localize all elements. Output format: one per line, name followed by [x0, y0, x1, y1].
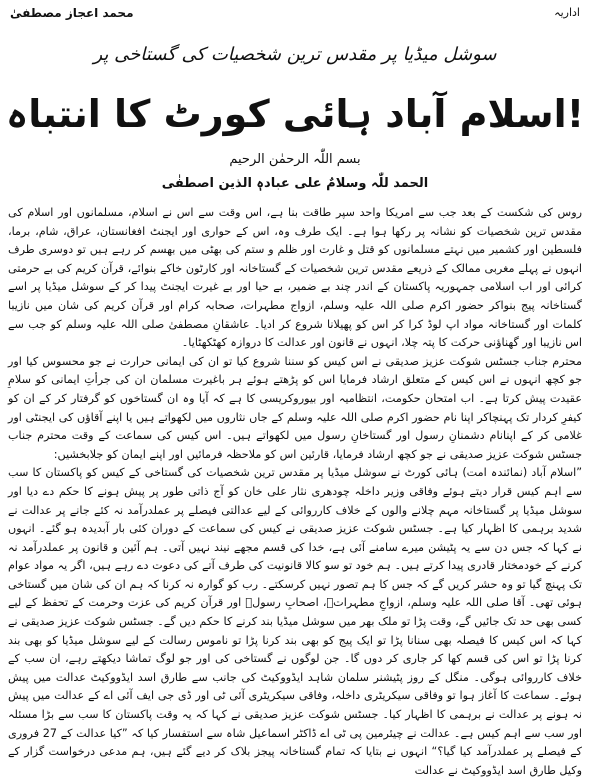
- paragraph-3-quote: ”اسلام آباد (نمائندہ امت) ہائی کورٹ نے سوشل میڈیا پر مقدس ترین شخصیات کی گستاخی کے کیس کو پاکستان کا سب سے اہم کیس قرار دیتے ہوئے وفاقی وزیر داخلہ چودھری نثار علی خان کو آج ذاتی طور پر پیش ہونے کا حکم دے دیا اور سوشل میڈیا پر گستاخانہ مہم چلانے والوں کے خلاف کارروائی کے لیے عدالتی فیصلے پر عملدرآمد نہ کئے جانے پر عدالت نے شدید برہمی کا اظہار کیا ہے۔ جسٹس شوکت عزیز صدیقی نے کیس کی سماعت کے دوران کئی بار آبدیدہ ہو گئے۔ انہوں نے کہا کہ جس دن سے یہ پٹیشن میرے سامنے آئی ہے، خدا کی قسم مجھے نیند نہیں آتی۔ ہم آئین و قانون پر عملدرآمد نہ کرنے کے خودمختار قادری پیدا کرتے ہیں۔ ہم خود تو سو کالا قانونیت کی طرف آتے کی دعوت دے رہے ہیں، اگر یہ مواد عوام تک پہنچ گیا تو وہ حشر کریں گے کہ جس کا ہم تصور نہیں کرسکتے۔ رب کو گوارہ نہ کرنا کہ ہم ان کی شان میں گستاخی ہوئی تھی۔ آقا صلی اللہ علیہ وسلم، ازواجِ مطہراتؓ، اصحابِ رسولؓ اور قرآن کریم کی عزت وحرمت کے تحفظ کے لیے کسی بھی حد تک جائیں گے، وقت پڑا تو ملک بھر میں سوشل میڈیا بند کرنے کا حکم دیں گے۔ جسٹس شوکت عزیز صدیقی نے کہا کہ اس کیس کا فیصلہ بھی سنانا پڑا تو ایک پیج کو بھی بند کرنا پڑا تو ناموس رسالت کے لیے سوشل میڈیا کو بھی بند کرنا پڑا تو اس کی قسم کھا کر جاری کر دوں گا۔ جن لوگوں نے گستاخی کی اور جو لوگ تماشا دیکھتے رہے، ان سب کے خلاف کارروائی ہوگی۔ منگل کے روز پٹیشنر سلمان شاہد ایڈووکیٹ کی جانب سے طارق اسد ایڈووکیٹ عدالت میں پیش ہوئے۔ سماعت کا آغاز ہوا تو وفاقی سیکریٹری داخلہ، وفاقی سیکریٹری آئی ٹی اور ڈی جی ایف آئی اے کے عدالت میں پیش نہ ہونے پر عدالت نے برہمی کا اظہار کیا۔ جسٹس شوکت عزیز صدیقی نے کہا کہ یہ وقت پاکستان کا سب سے بڑا مسئلہ اور سب سے اہم کیس ہے۔ عدالت نے چیئرمین پی ٹی اے ڈاکٹر اسماعیل شاہ سے استفسار کیا کہ ”کیا عدالت کے 27 فروری کے فیصلے پر عملدرآمد کیا گیا؟“ انہوں نے بتایا کہ تمام گستاخانہ پیجز بلاک کر دیے گئے ہیں، ہم مدعی درخواست گزار کے وکیل طارق اسد ایڈووکیٹ نے عدالت: [8, 466, 582, 777]
- paragraph-2: محترم جناب جسٹس شوکت عزیز صدیقی نے اس کیس کو سننا شروع کیا تو ان کی ایمانی حرارت نے جو محسوس کیا اور جو کچھ انہوں نے اس کیس کے متعلق ارشاد فرمایا اس کو پڑھتے ہوئے ہر باغیرت مسلمان ان کی جرأتِ ایمانی کو سلامِ عقیدت پیش کرتا ہے۔ اب امتحان حکومت، انتظامیہ اور بیوروکریسی کا ہے کہ آیا وہ ان گستاخوں کو گرفتار کر کے ان کو کیفرِ کردار تک پہنچاکر اپنا نام حضور اکرم صلی اللہ علیہ وسلم کے جاں نثاروں میں لکھواتے ہیں یا اپنے آقاؤں کی ایجنٹی اور غلامی کر کے اپنانام دشمنانِ رسول اور گستاخانِ رسول میں لکھواتے ہیں۔ اس کیس کی سماعت کے وقت محترم جناب جسٹس شوکت عزیز صدیقی نے جو کچھ ارشاد فرمایا، قارئین اس کو ملاحظہ فرمائیں اور اپنے ایمان کو جلابخشیں:: [8, 354, 582, 461]
- paragraph-1: روس کی شکست کے بعد جب سے امریکا واحد سپر طاقت بنا ہے، اس وقت سے اس نے اسلام، مسلمانوں اور اسلام کی مقدس ترین شخصیات کو نشانہ پر رکھا ہوا ہے۔ ایک طرف وہ، اس کے حواری اور ایجنٹ افغانستان، عراق، شام، برما، فلسطین اور کشمیر میں نہتے مسلمانوں کو قتل و غارت اور ظلم و ستم کی بھٹی میں بھسم کر رہے ہیں تو دوسری طرف انہوں نے پہلے مغربی ممالک کے ذریعے مقدس ترین شخصیات کے گستاخانہ اور کارٹون خاکے بنوائے، قرآن کریم کی بے حرمتی کرائی اور اب اسلامی جمہوریہ پاکستان کے اندر چند بے ضمیر، بے حیا اور بے غیرت ایجنٹ پیدا کر کے سوشل میڈیا پر اسے گستاخانہ پیج بنواکر حضور اکرم صلی اللہ علیہ وسلم، ازواج مطہرات، صحابہ کرام اور قرآن کریم کی شان میں نازیبا کلمات اور گستاخانہ مواد اپ لوڈ کرا کر اس کو پھیلانا شروع کر ادیا۔ عاشقانِ مصطفیٰ صلی اللہ علیہ وسلم کو جب سے اس نازیبا اور گھناؤنی حرکت کا پتہ چلا، انہوں نے قانون اور عدالت کا دروازہ کھٹکھٹایا۔: [8, 206, 582, 350]
- page-header: [10, 6, 580, 28]
- bismillah-line: بسم اللّٰہ الرحمٰن الرحیم: [229, 152, 361, 167]
- author-name: محمد اعجاز مصطفیٰ: [10, 6, 134, 20]
- article-body: [8, 204, 582, 780]
- hamd-line: الحمد للّٰہ وسلامٌ علی عبادہٖ الذین اصطفٰی: [161, 176, 429, 191]
- kicker-heading: سوشل میڈیا پر مقدس ترین شخصیات کی گستاخی پر: [93, 44, 497, 65]
- main-headline: اسلام آباد ہائی کورٹ کا انتباہ!: [5, 92, 585, 136]
- section-label: اداریہ: [554, 6, 580, 19]
